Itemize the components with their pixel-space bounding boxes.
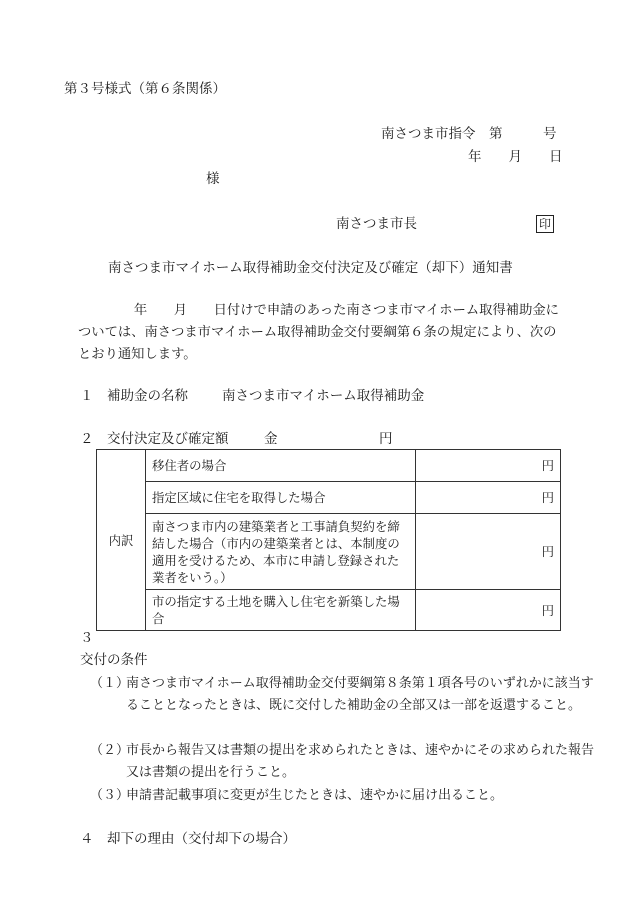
section2-number: ２: [80, 431, 94, 447]
section3-label: 交付の条件: [80, 652, 148, 668]
issue-date: 年 月 日: [468, 149, 563, 165]
breakdown-unit: 円: [416, 514, 561, 590]
intro-paragraph: 年 月 日付けで申請のあった南さつま市マイホーム取得補助金については、南さつま市マイホーム取得補助金交付要綱第６条の規定により、次のとおり通知します。: [78, 303, 559, 362]
section2-amount-unit: 円: [379, 431, 393, 447]
addressee: 様: [206, 171, 220, 187]
table-row: [97, 590, 561, 631]
form-id: 第３号様式（第６条関係）: [64, 81, 226, 97]
section2-amount-prefix: 金: [264, 431, 278, 447]
condition-item: [90, 785, 604, 807]
condition-text: 市長から報告又は書類の提出を求められたときは、速やかにその求められた報告又は書類の提出を行うこと。: [126, 743, 595, 780]
section1-value: 南さつま市マイホーム取得補助金: [222, 388, 425, 404]
document-title: 南さつま市マイホーム取得補助金交付決定及び確定（却下）通知書: [108, 260, 513, 276]
breakdown-unit: 円: [416, 482, 561, 514]
condition-text: 南さつま市マイホーム取得補助金交付要綱第８条第１項各号のいずれかに該当することとなったときは、既に交付した補助金の全部又は一部を返還すること。: [126, 676, 594, 713]
breakdown-unit: 円: [416, 590, 561, 631]
condition-text: 申請書記載事項に変更が生じたときは、速やかに届け出ること。: [126, 788, 504, 803]
section2-label: 交付決定及び確定額: [107, 431, 229, 447]
condition-number: （２）: [90, 743, 130, 758]
condition-number: （３）: [90, 788, 130, 803]
document-number: 南さつま市指令 第 号: [381, 126, 557, 142]
issuer-name: 南さつま市長: [336, 216, 417, 232]
breakdown-table: [96, 449, 561, 631]
section1-label: 補助金の名称: [107, 388, 188, 404]
table-row: [97, 514, 561, 590]
section1-number: １: [80, 388, 94, 404]
section4-number: ４: [80, 831, 94, 847]
breakdown-item: 移住者の場合: [146, 450, 416, 482]
table-row: [97, 482, 561, 514]
condition-item: [90, 740, 604, 784]
breakdown-header: 内訳: [97, 450, 146, 631]
breakdown-item: 指定区域に住宅を取得した場合: [146, 482, 416, 514]
breakdown-unit: 円: [416, 450, 561, 482]
seal-mark: 印: [536, 215, 554, 233]
table-row: [97, 450, 561, 482]
condition-number: （１）: [90, 676, 130, 691]
breakdown-item: 南さつま市内の建築業者と工事請負契約を締結した場合（市内の建築業者とは、本制度の適用を受けるため、本市に申請し登録された業者をいう。）: [146, 514, 416, 590]
section3-number: ３: [80, 630, 94, 646]
section4-label: 却下の理由（交付却下の場合）: [107, 831, 296, 847]
breakdown-item: 市の指定する土地を購入し住宅を新築した場合: [146, 590, 416, 631]
condition-item: [90, 673, 604, 717]
